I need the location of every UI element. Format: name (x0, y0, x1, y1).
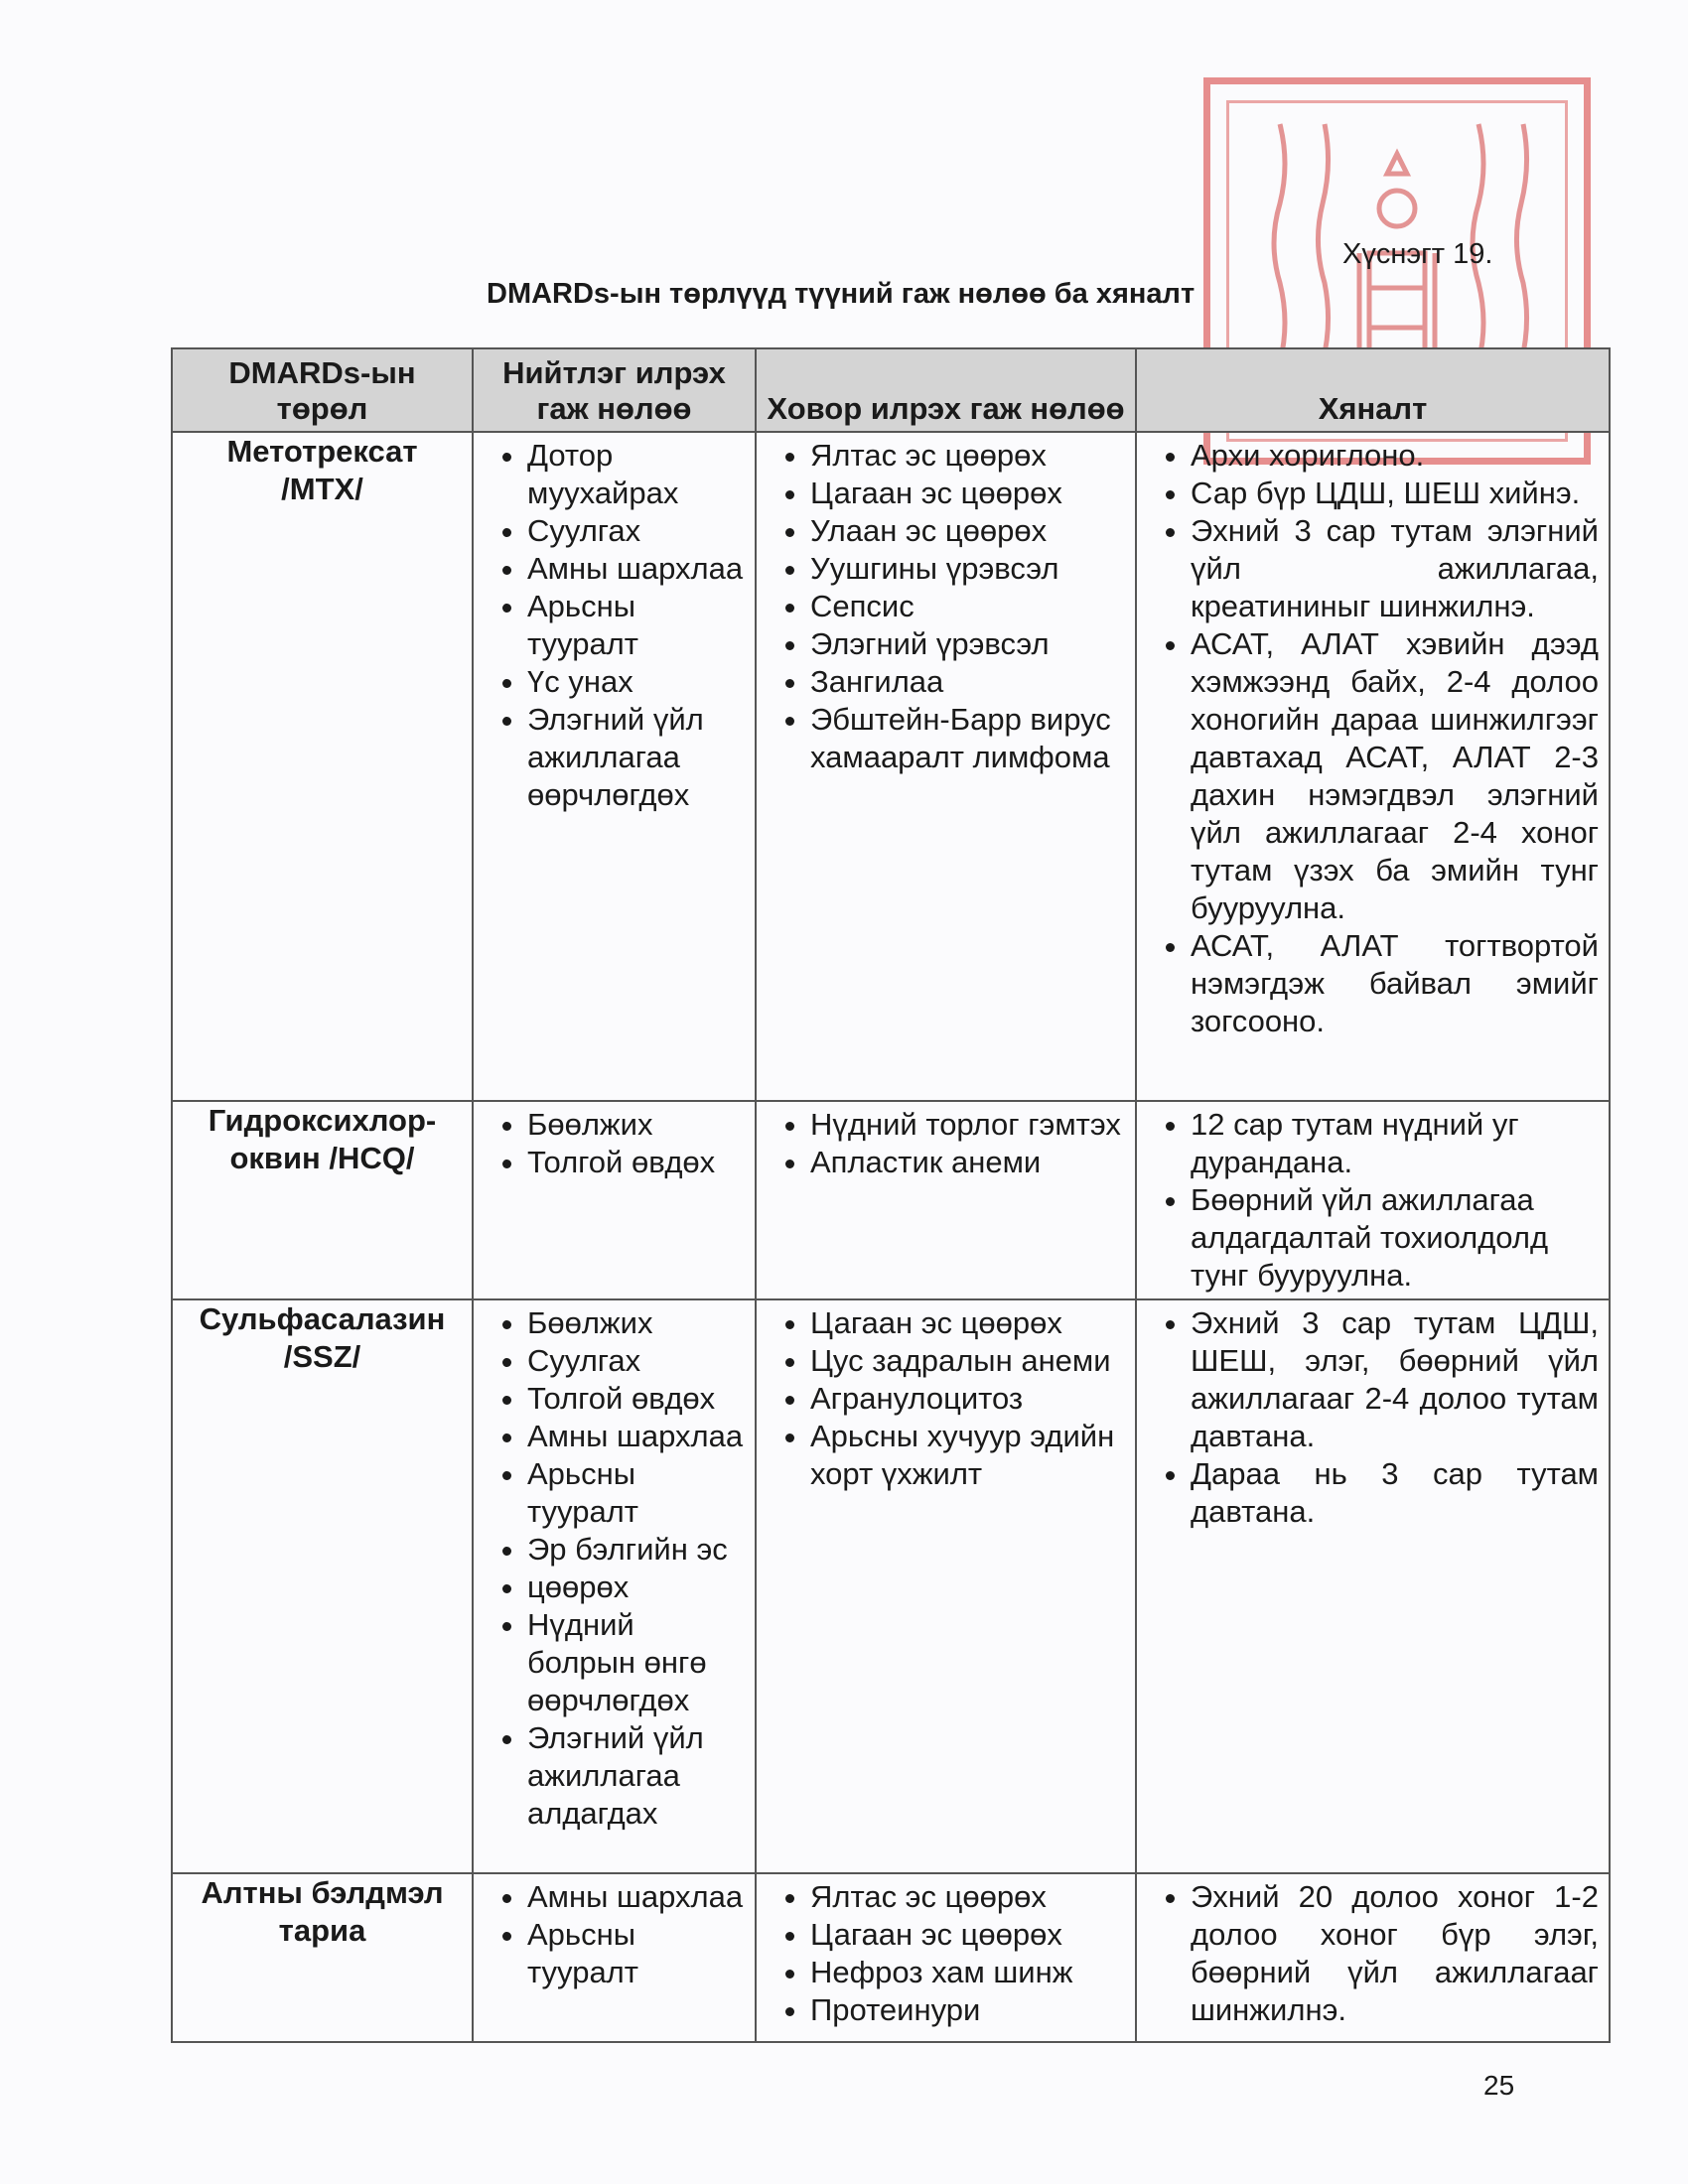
list-item: • Толгой өвдөх (527, 1144, 745, 1181)
table-row (172, 1299, 1610, 1873)
list-item: • Элэгний үрэвсэл (810, 625, 1125, 663)
list-item: • Арьсны тууралт (527, 1455, 745, 1531)
header-drug-type: DMARDs-ын төрөл (172, 348, 473, 432)
list-item: • Архи хориглоно. (1191, 437, 1599, 475)
list-item: • Эбштейн-Барр вирус хамааралт лимфома (810, 701, 1125, 776)
drug-name: Сульфасалазин /SSZ/ (172, 1299, 473, 1873)
list-item: • Амны шархлаа (527, 550, 745, 588)
list-item: • Амны шархлаа (527, 1418, 745, 1455)
list-item: • Арьсны хучуур эдийн хорт үхжилт (810, 1418, 1125, 1493)
list-item: • Нүдний торлог гэмтэх (810, 1106, 1125, 1144)
list-item: • Дотор муухайрах (527, 437, 745, 512)
list-item: • Протеинури (810, 1991, 1125, 2029)
list-item: • Дараа нь 3 сар тутам давтана. (1191, 1455, 1599, 1531)
list-item: • Эхний 3 сар тутам ЦДШ, ШЕШ, элэг, бөөрний үйл ажиллагааг 2-4 долоо тутам давтана. (1191, 1304, 1599, 1455)
list-item: • Зангилаа (810, 663, 1125, 701)
drug-name: Алтны бэлдмэл тариа (172, 1873, 473, 2042)
monitoring-list (1151, 1106, 1599, 1295)
list-item: • Элэгний үйл ажиллагаа алдагдах (527, 1719, 745, 1833)
table-title: DMARDs-ын төрлүүд түүний гаж нөлөө ба хяналт (487, 278, 1196, 310)
list-item: • Цагаан эс цөөрөх (810, 475, 1125, 512)
list-item: • Эхний 20 долоо хоног 1-2 долоо хоног бүр элэг, бөөрний үйл ажиллагааг шинжилнэ. (1191, 1878, 1599, 2029)
list-item: • Үс унах (527, 663, 745, 701)
list-item: • Бөөлжих (527, 1106, 745, 1144)
list-item: • Апластик анеми (810, 1144, 1125, 1181)
table-row (172, 432, 1610, 1101)
list-item: • Цагаан эс цөөрөх (810, 1916, 1125, 1954)
rare-effects-list (771, 1106, 1125, 1181)
list-item: • Арьсны тууралт (527, 588, 745, 663)
list-item: • Суулгах (527, 512, 745, 550)
common-effects-list (488, 1106, 745, 1181)
list-item: • Нефроз хам шинж (810, 1954, 1125, 1991)
list-item: • Уушгины үрэвсэл (810, 550, 1125, 588)
list-item: • АСАТ, АЛАТ хэвийн дээд хэмжээнд байх, 2-4 долоо хоногийн дараа шинжилгээг давтахад АСАТ, АЛАТ 2-3 дахин нэмэгдвэл элэгний үйл ажиллагааг 2-4 хоног тутам үзэх ба эмийн тунг бууруулна. (1191, 625, 1599, 927)
common-effects-list (488, 1878, 745, 1991)
list-item: • Улаан эс цөөрөх (810, 512, 1125, 550)
rare-effects-list (771, 437, 1125, 776)
drug-name: Гидроксихлор-оквин /HCQ/ (172, 1101, 473, 1299)
list-item: • Эр бэлгийн эс (527, 1531, 745, 1569)
list-item: • Арьсны тууралт (527, 1916, 745, 1991)
list-item: • Элэгний үйл ажиллагаа өөрчлөгдөх (527, 701, 745, 814)
list-item: • Цагаан эс цөөрөх (810, 1304, 1125, 1342)
list-item: • Нүдний болрын өнгө өөрчлөгдөх (527, 1606, 745, 1719)
list-item: • Сар бүр ЦДШ, ШЕШ хийнэ. (1191, 475, 1599, 512)
rare-effects-list (771, 1304, 1125, 1493)
list-item: • АСАТ, АЛАТ тогтвортой нэмэгдэж байвал эмийг зогсооно. (1191, 927, 1599, 1040)
list-item: • Амны шархлаа (527, 1878, 745, 1916)
table-row (172, 1101, 1610, 1299)
list-item: • Толгой өвдөх (527, 1380, 745, 1418)
list-item: • 12 сар тутам нүдний уг дурандана. (1191, 1106, 1599, 1181)
header-monitoring: Хяналт (1136, 348, 1610, 432)
rare-effects-list (771, 1878, 1125, 2029)
header-rare-effects: Ховор илрэх гаж нөлөө (756, 348, 1136, 432)
list-item: • Цус задралын анеми (810, 1342, 1125, 1380)
list-item: • Сепсис (810, 588, 1125, 625)
monitoring-list (1151, 1304, 1599, 1531)
list-item: • Ялтас эс цөөрөх (810, 1878, 1125, 1916)
table-row (172, 1873, 1610, 2042)
list-item: • Эхний 3 сар тутам элэгний үйл ажиллагаа, креатининыг шинжилнэ. (1191, 512, 1599, 625)
common-effects-list (488, 437, 745, 814)
list-item: • Ялтас эс цөөрөх (810, 437, 1125, 475)
monitoring-list (1151, 437, 1599, 1040)
header-row (172, 348, 1610, 432)
dmards-table (171, 347, 1611, 2043)
common-effects-list (488, 1304, 745, 1833)
list-item: • Бөөлжих (527, 1304, 745, 1342)
header-common-effects: Нийтлэг илрэх гаж нөлөө (473, 348, 756, 432)
drug-name: Метотрексат /MTX/ (172, 432, 473, 1101)
list-item: • Бөөрний үйл ажиллагаа алдагдалтай тохиолдолд тунг бууруулна. (1191, 1181, 1599, 1295)
list-item: • Суулгах (527, 1342, 745, 1380)
monitoring-list (1151, 1878, 1599, 2029)
list-item: • цөөрөх (527, 1569, 745, 1606)
list-item: • Агранулоцитоз (810, 1380, 1125, 1418)
page-number: 25 (1483, 2070, 1515, 2101)
annex-label: Хүснэгт 19. (1342, 238, 1493, 270)
